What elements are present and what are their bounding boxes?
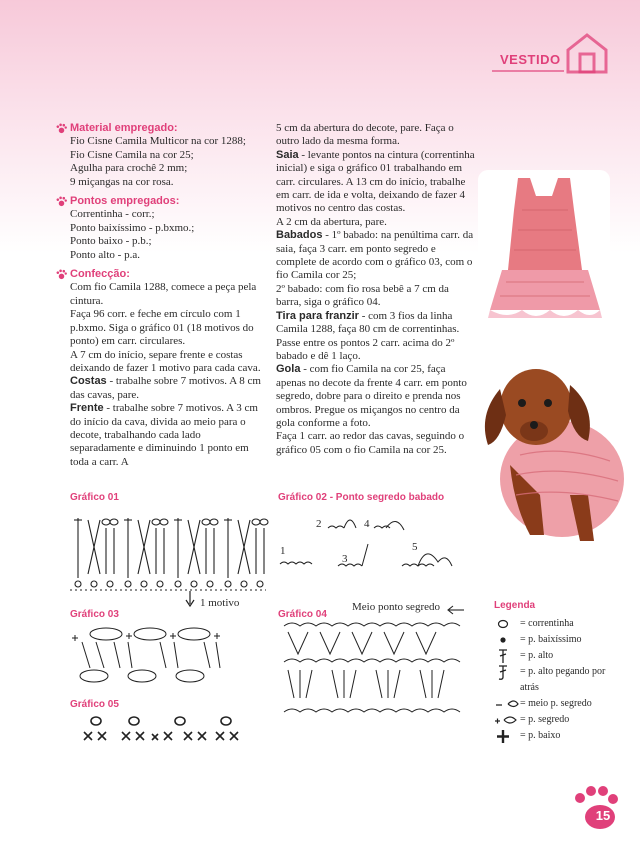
- paw-icon: [56, 196, 67, 207]
- house-icon: [564, 32, 610, 74]
- step-label: 3: [342, 553, 348, 565]
- material-line: 9 miçangas na cor rosa.: [70, 175, 174, 188]
- stitch-line: Correntinha - corr.;: [70, 208, 155, 221]
- instructions-heading: [56, 268, 266, 281]
- section-title: VESTIDO: [500, 52, 561, 67]
- section-rule: [492, 70, 564, 72]
- half-secret-icon: [494, 696, 520, 712]
- page-number: 15: [595, 808, 611, 823]
- chart-03-diagram: [70, 622, 270, 692]
- legend-text: = meio p. segredo: [520, 698, 592, 709]
- down-arrow-icon: [184, 590, 196, 608]
- legend-text: = p. baixíssimo: [520, 634, 582, 645]
- legend-item: [494, 664, 614, 696]
- material-line: Fio Cisne Camila na cor 25;: [70, 148, 194, 161]
- step-label: 5: [412, 541, 418, 553]
- legend-title: Legenda: [494, 600, 536, 611]
- instructions-title: Confecção:: [70, 268, 130, 281]
- stitch-line: Ponto baixo - p.b.;: [70, 235, 152, 248]
- paragraph: 2º babado: com fio rosa bebê a 7 cm da barra, siga o gráfico 04.: [276, 282, 449, 309]
- section-tab: [492, 44, 620, 76]
- legend-text: = correntinha: [520, 618, 574, 629]
- materials-title: Material empregado:: [70, 122, 178, 134]
- legend-item: [494, 616, 614, 632]
- step-label: 1: [280, 545, 286, 557]
- chart-04-diagram: [280, 618, 466, 720]
- left-arrow-icon: [446, 604, 466, 616]
- chart-01-diagram: [70, 508, 270, 600]
- dress-photo: [478, 170, 610, 328]
- chart-04-title: Gráfico 04: [278, 609, 327, 620]
- legend-text: = p. baixo: [520, 730, 561, 741]
- chain-icon: [494, 616, 520, 632]
- paw-icon: [56, 123, 67, 134]
- paw-icon: [56, 269, 67, 280]
- left-column: [56, 122, 266, 469]
- chart-03-title: Gráfico 03: [70, 609, 119, 620]
- secret-icon: [494, 712, 520, 728]
- paragraph: Faça 1 carr. ao redor das cavas, seguindo o gráfico 05 com o fio Camila na cor 25.: [276, 430, 465, 456]
- legend-item: [494, 696, 614, 712]
- chart-02-diagram: [278, 508, 468, 578]
- legend-item: [494, 648, 614, 664]
- step-label: 2: [316, 518, 322, 530]
- material-line: Agulha para crochê 2 mm;: [70, 162, 188, 175]
- legend: [494, 598, 614, 744]
- tall-back-icon: [494, 664, 520, 680]
- paragraph-costas: Costas - trabalhe sobre 7 motivos. A 8 cm das cavas, pare.: [70, 375, 261, 401]
- stitch-line: Ponto baixíssimo - p.bxmo.;: [70, 221, 195, 234]
- materials-heading: [56, 122, 266, 135]
- legend-item: [494, 712, 614, 728]
- paragraph-babados: Babados - 1º babado: na penúltima carr. da saia, faça 3 carr. em ponto segredo e complete de acordo com o gráfico 03, com o fio Camila cor 25;: [276, 229, 474, 282]
- paragraph-gola: Gola - com fio Camila na cor 25, faça apenas no decote da frente 4 carr. em ponto segredo, dobre para o direito e prenda nos ombros. Pregue os miçangos no centro da gola conforme a foto.: [276, 363, 467, 429]
- chart-05-title: Gráfico 05: [70, 699, 119, 710]
- legend-text: = p. alto: [520, 650, 554, 661]
- legend-item: [494, 632, 614, 648]
- chart-01-title: Gráfico 01: [70, 492, 119, 503]
- paragraph-saia: Saia - levante pontos na cintura (correntinha inicial) e siga o gráfico 01 trabalhando em carr. circulares. A 13 cm do início, trabalhe em carr. de ida e volta, deixando de fazer 4 motivos no centro das costas.: [276, 148, 475, 215]
- chart-04-caption: Meio ponto segredo: [352, 601, 440, 613]
- chart-05-diagram: [80, 714, 250, 748]
- stitches-heading: [56, 195, 266, 208]
- paragraph: A 7 cm do início, separe frente e costas deixando de fazer 1 motivo para cada cava.: [70, 348, 261, 374]
- cross-icon: [494, 728, 520, 744]
- dog-photo: [470, 345, 635, 555]
- paragraph: Faça 96 corr. e feche em círculo com 1 p.bxmo. Siga o gráfico 01 (18 motivos do ponto) em carr. circulares.: [70, 308, 254, 348]
- paragraph: Com fio Camila 1288, comece a peça pela cintura.: [70, 281, 257, 307]
- paragraph: A 2 cm da abertura, pare.: [276, 215, 387, 228]
- stitch-line: Ponto alto - p.a.: [70, 248, 140, 261]
- middle-column: [276, 122, 476, 457]
- paragraph: 5 cm da abertura do decote, pare. Faça o outro lado da mesma forma.: [276, 122, 454, 148]
- paragraph-frente: Frente - trabalhe sobre 7 motivos. A 3 cm do início da cava, divida ao meio para o decote, trabalhando cada lado separadamente e diminuindo 1 ponto em toda a carr. A: [70, 402, 258, 468]
- step-label: 4: [364, 518, 370, 530]
- chart-01-caption: 1 motivo: [200, 597, 240, 609]
- legend-text: = p. segredo: [520, 714, 570, 725]
- tall-stitch-icon: [494, 648, 520, 664]
- legend-item: [494, 728, 614, 744]
- stitches-title: Pontos empregados:: [70, 195, 180, 208]
- paragraph-tira: Tira para franzir - com 3 fios da linha Camila 1288, faça 80 cm de correntinhas. Passe entre os pontos 2 carr. acima do 2º babado e dê 1 laço.: [276, 309, 460, 362]
- legend-text: = p. alto pegando por atrás: [520, 666, 606, 693]
- material-line: Fio Cisne Camila Multicor na cor 1288;: [70, 135, 246, 148]
- chart-02-title: Gráfico 02 - Ponto segredo babado: [278, 492, 445, 503]
- dot-icon: [494, 632, 520, 648]
